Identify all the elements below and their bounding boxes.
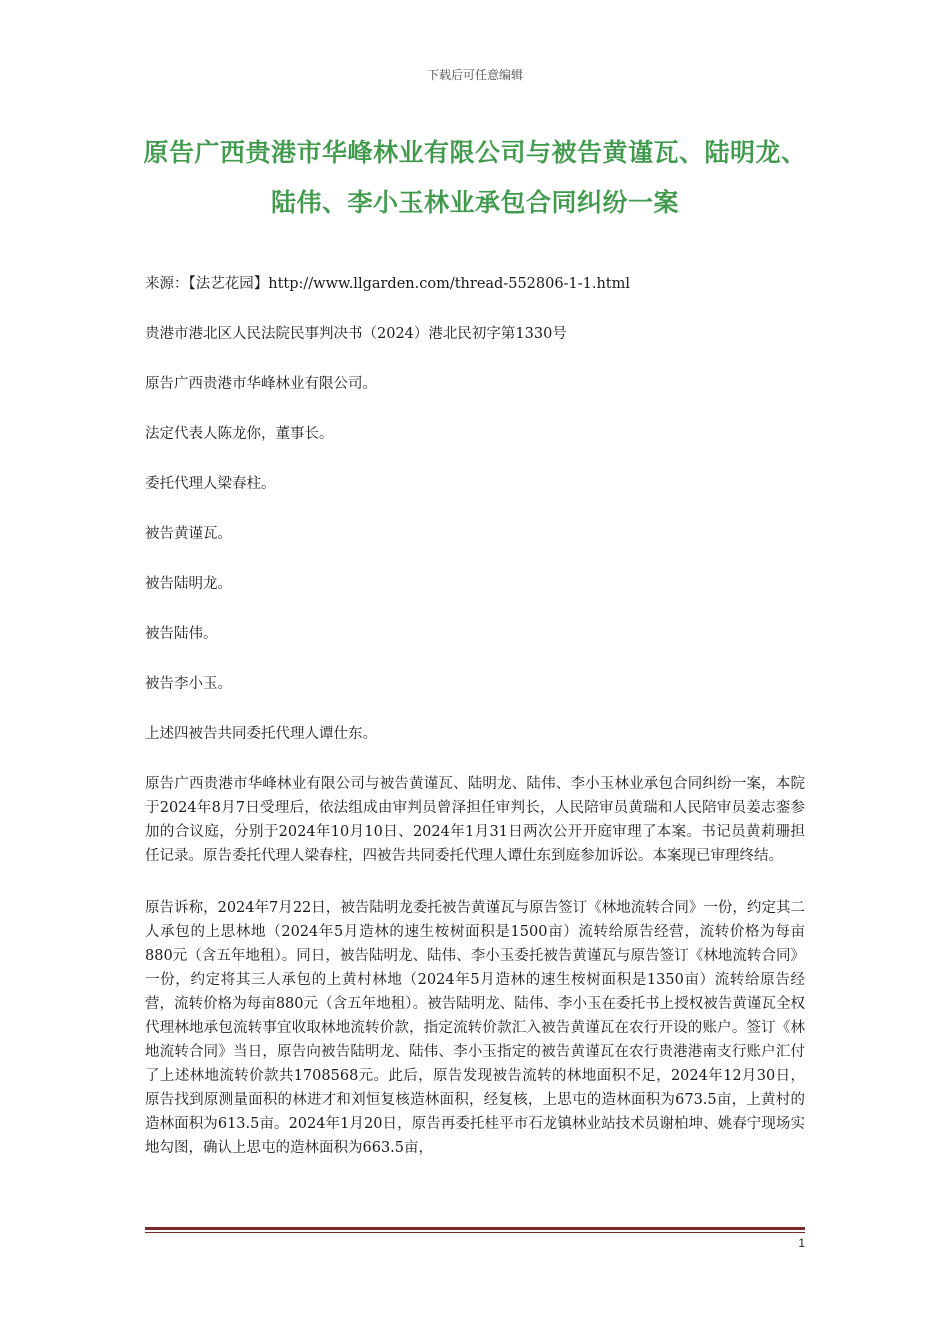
agent-line: 委托代理人梁春柱。 [145,476,276,492]
page-number: 1 [798,1236,805,1250]
defendant-line: 被告陆明龙。 [145,576,232,592]
defendant-line: 被告陆伟。 [145,626,218,642]
document-body [145,272,805,1188]
plaintiff-claim-paragraph: 原告诉称，2024年7月22日，被告陆明龙委托被告黄谨瓦与原告签订《林地流转合同》一份，约定其二人承包的上思林地（2024年5月造林的速生桉树面积是1500亩）流转给原告经营，流转价格为每亩880元（含五年地租）。同日，被告陆明龙、陆伟、李小玉委托被告黄谨瓦与原告签订《林地流转合同》一份，约定将其三人承包的上黄村林地（2024年5月造林的速生桉树面积是1350亩）流转给原告经营，流转价格为每亩880元（含五年地租）。被告陆明龙、陆伟、李小玉在委托书上授权被告黄谨瓦全权代理林地承包流转事宜收取林地流转价款，指定流转价款汇入被告黄谨瓦在农行开设的账户。签订《林地流转合同》当日，原告向被告陆明龙、陆伟、李小玉指定的被告黄谨瓦在农行贵港港南支行账户汇付了上述林地流转价款共1708568元。此后，原告发现被告流转的林地面积不足，2024年12月30日，原告找到原测量面积的林进才和刘恒复核造林面积，经复核，上思屯的造林面积为673.5亩，上黄村的造林面积为613.5亩。2024年1月20日，原告再委托桂平市石龙镇林业站技术员谢柏坤、姚春宁现场实地勾图，确认上思屯的造林面积为663.5亩， [145,900,805,1156]
footer-rule-thin [145,1232,805,1233]
judgment-number: 贵港市港北区人民法院民事判决书（2024）港北民初字第1330号 [145,326,567,342]
document-title-line-1: 原告广西贵港市华峰林业有限公司与被告黄谨瓦、陆明龙、 [143,138,807,167]
legal-representative-line: 法定代表人陈龙你，董事长。 [145,426,334,442]
case-summary-paragraph: 原告广西贵港市华峰林业有限公司与被告黄谨瓦、陆明龙、陆伟、李小玉林业承包合同纠纷一案，本院于2024年8月7日受理后，依法组成由审判员曾泽担任审判长，人民陪审员黄瑞和人民陪审员姜志銮参加的合议庭，分别于2024年10月10日、2024年1月31日两次公开开庭审理了本案。书记员黄莉珊担任记录。原告委托代理人梁春柱，四被告共同委托代理人谭仕东到庭参加诉讼。本案现已审理终结。 [145,776,805,864]
footer-rule-thick [145,1227,805,1230]
joint-agent-line: 上述四被告共同委托代理人谭仕东。 [145,726,377,742]
plaintiff-line: 原告广西贵港市华峰林业有限公司。 [145,376,377,392]
defendant-line: 被告李小玉。 [145,676,232,692]
source-line: 来源：【法艺花园】http://www.llgarden.com/thread-552806-1-1.html [145,276,630,292]
document-title-line-2: 陆伟、李小玉林业承包合同纠纷一案 [270,188,679,217]
defendant-line: 被告黄谨瓦。 [145,526,232,542]
header-note: 下载后可任意编辑 [426,68,523,82]
